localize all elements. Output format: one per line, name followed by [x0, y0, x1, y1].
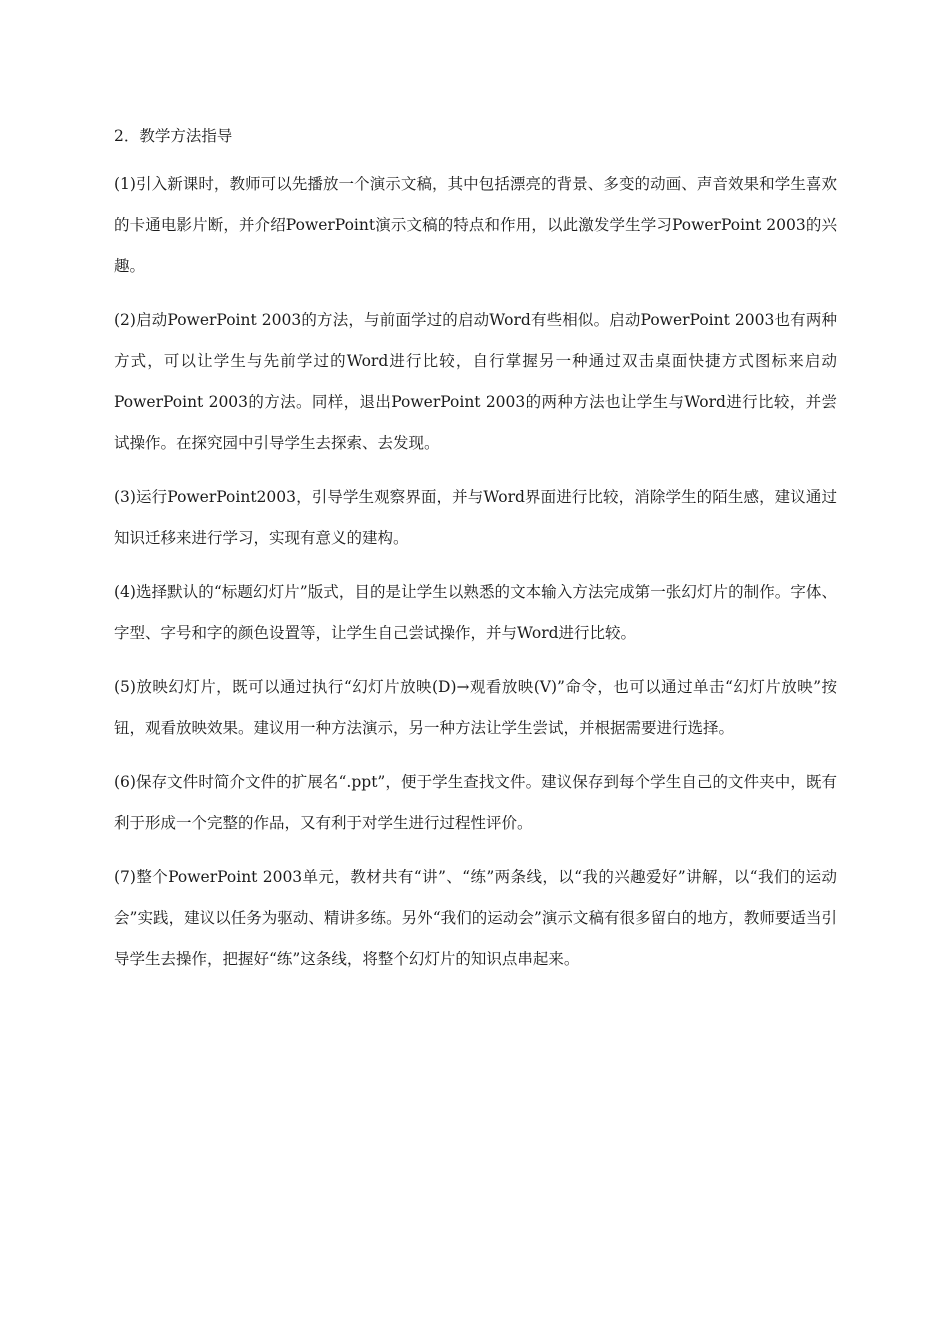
paragraph-4: (4)选择默认的“标题幻灯片”版式，目的是让学生以熟悉的文本输入方法完成第一张幻灯片的制作。字体、字型、字号和字的颜色设置等，让学生自己尝试操作，并与Word进行比较。	[114, 583, 837, 642]
paragraph-7: (7)整个PowerPoint 2003单元，教材共有“讲”、“练”两条线，以“我的兴趣爱好”讲解，以“我们的运动会”实践，建议以任务为驱动、精讲多练。另外“我们的运动会”演示文稿有很多留白的地方，教师要适当引导学生去操作，把握好“练”这条线，将整个幻灯片的知识点串起来。	[114, 868, 837, 968]
paragraph-2: (2)启动PowerPoint 2003的方法，与前面学过的启动Word有些相似。启动PowerPoint 2003也有两种方式，可以让学生与先前学过的Word进行比较，自行掌握另一种通过双击桌面快捷方式图标来启动PowerPoint 2003的方法。同样，退出PowerPoint 2003的两种方法也让学生与Word进行比较，并尝试操作。在探究园中引导学生去探索、去发现。	[114, 311, 837, 452]
section-heading: 2．教学方法指导	[114, 127, 233, 145]
paragraph-6: (6)保存文件时简介文件的扩展名“.ppt”，便于学生查找文件。建议保存到每个学生自己的文件夹中，既有利于形成一个完整的作品，又有利于对学生进行过程性评价。	[114, 773, 837, 832]
paragraph-5: (5)放映幻灯片，既可以通过执行“幻灯片放映(D)→观看放映(V)”命令，也可以通过单击“幻灯片放映”按钮，观看放映效果。建议用一种方法演示，另一种方法让学生尝试，并根据需要进行选择。	[114, 678, 837, 737]
document-body	[114, 122, 837, 993]
paragraph-1: (1)引入新课时，教师可以先播放一个演示文稿，其中包括漂亮的背景、多变的动画、声音效果和学生喜欢的卡通电影片断，并介绍PowerPoint演示文稿的特点和作用，以此激发学生学习PowerPoint 2003的兴趣。	[114, 175, 837, 275]
paragraph-3: (3)运行PowerPoint2003，引导学生观察界面，并与Word界面进行比较，消除学生的陌生感，建议通过知识迁移来进行学习，实现有意义的建构。	[114, 488, 837, 547]
